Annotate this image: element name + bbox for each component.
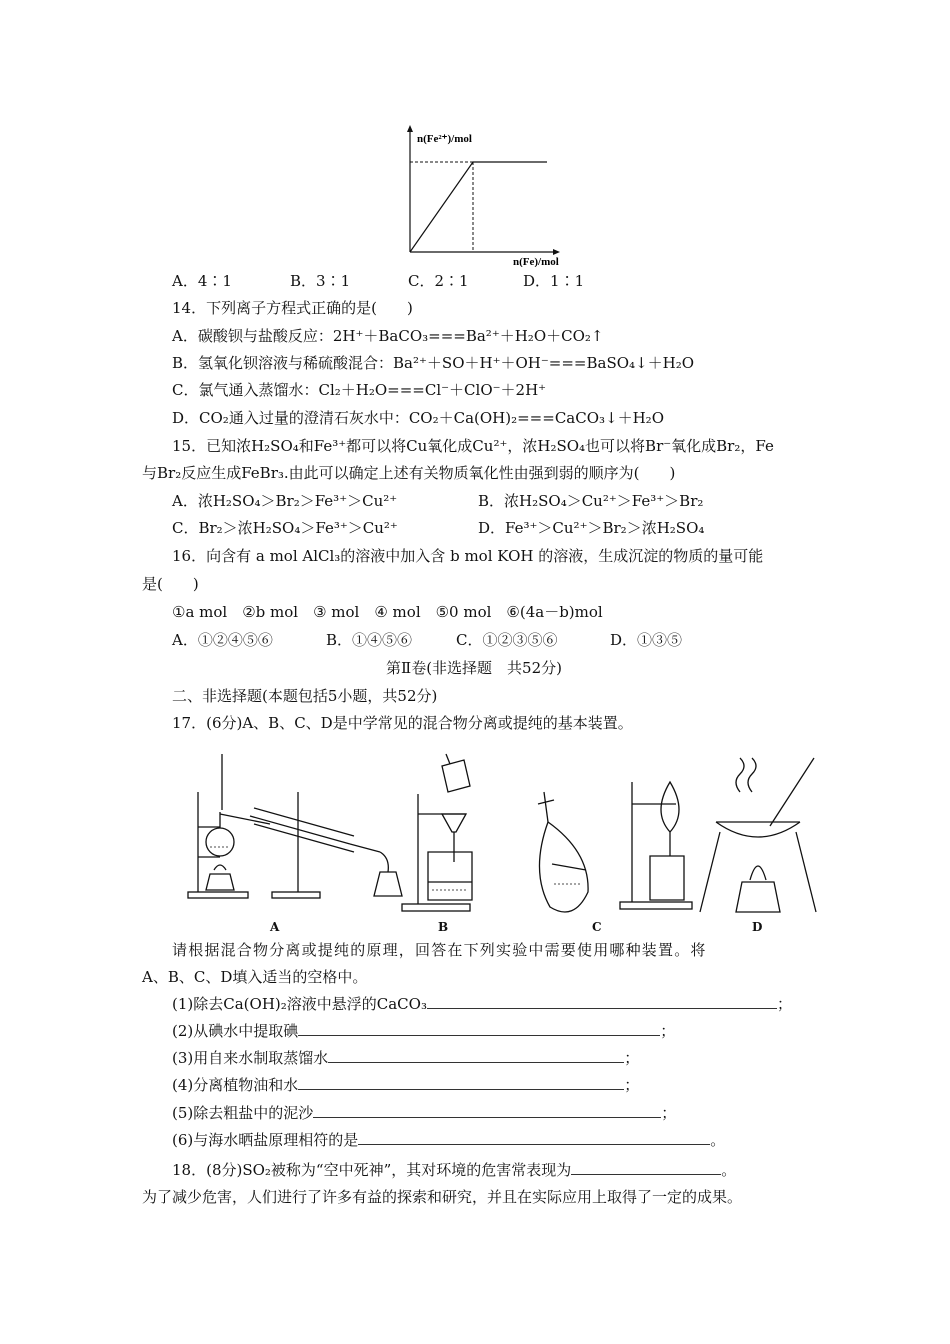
q17-answer-blank-5[interactable] <box>313 1103 661 1118</box>
q16-line1: 16．向含有 a mol AlCl₃的溶液中加入含 b mol KOH 的溶液，生成沉淀的物质的量可能 <box>172 547 764 565</box>
q16-option-c: C．①②③⑤⑥ <box>456 631 558 649</box>
apparatus-label-b: B <box>438 920 449 934</box>
q18-answer-blank[interactable] <box>571 1160 721 1175</box>
q17-stem: 17．(6分)A、B、C、D是中学常见的混合物分离或提纯的基本装置。 <box>172 714 633 732</box>
q14-option-a: A．碳酸钡与盐酸反应：2H⁺＋BaCO₃===Ba²⁺＋H₂O＋CO₂↑ <box>172 327 604 345</box>
q17-item-2-end: ； <box>660 1022 676 1040</box>
q14-stem: 14．下列离子方程式正确的是( ) <box>172 299 413 317</box>
q17-answer-blank-1[interactable] <box>427 994 777 1009</box>
q17-item-6 <box>172 1130 725 1150</box>
q17-item-4 <box>172 1075 639 1095</box>
q17-item-1 <box>172 994 792 1014</box>
q17-item-2 <box>172 1021 675 1041</box>
q17-instruction-line2: A、B、C、D填入适当的空格中。 <box>142 968 368 986</box>
q15-option-b: B．浓H₂SO₄＞Cu²⁺＞Fe³⁺＞Br₂ <box>478 492 704 510</box>
q17-item-3-text: (3)用自来水制取蒸馏水 <box>172 1049 329 1067</box>
q16-option-d: D．①③⑤ <box>610 631 683 649</box>
apparatus-b-filtration <box>402 754 472 911</box>
x-axis-arrow <box>553 249 560 255</box>
q13-option-a: A．4∶1 <box>172 272 232 290</box>
q15-line2: 与Br₂反应生成FeBr₃.由此可以确定上述有关物质氧化性由强到弱的顺序为( ) <box>142 464 676 482</box>
y-axis-arrow <box>407 125 413 132</box>
q17-item-1-end: ； <box>776 995 792 1013</box>
q15-option-a: A．浓H₂SO₄＞Br₂＞Fe³⁺＞Cu²⁺ <box>172 492 398 510</box>
q15-line1: 15．已知浓H₂SO₄和Fe³⁺都可以将Cu氧化成Cu²⁺，浓H₂SO₄也可以将Br⁻氧化成Br₂，Fe <box>172 437 774 455</box>
apparatus-label-d: D <box>752 920 763 934</box>
fe2-vs-fe-graph <box>395 122 565 267</box>
q13-option-b: B．3∶1 <box>290 272 351 290</box>
q17-item-1-text: (1)除去Ca(OH)₂溶液中悬浮的CaCO₃ <box>172 995 427 1013</box>
apparatus-figure <box>180 752 820 937</box>
y-axis-label: n(Fe²⁺)/mol <box>417 133 472 145</box>
apparatus-label-a: A <box>270 920 280 934</box>
data-line <box>410 162 547 252</box>
q17-item-4-text: (4)分离植物油和水 <box>172 1076 299 1094</box>
q14-option-c: C．氯气通入蒸馏水：Cl₂＋H₂O===Cl⁻＋ClO⁻＋2H⁺ <box>172 381 547 399</box>
q17-item-4-end: ； <box>624 1076 640 1094</box>
q14-option-b: B．氢氧化钡溶液与稀硫酸混合：Ba²⁺＋SO＋H⁺＋OH⁻===BaSO₄↓＋H₂O <box>172 354 695 372</box>
q14-option-d: D．CO₂通入过量的澄清石灰水中：CO₂＋Ca(OH)₂===CaCO₃↓＋H₂O <box>172 409 664 427</box>
x-axis-label: n(Fe)/mol <box>513 256 559 267</box>
q16-line2: 是( ) <box>142 575 199 593</box>
q17-instruction-line1: 请根据混合物分离或提纯的原理，回答在下列实验中需要使用哪种装置。将 <box>172 941 707 959</box>
q15-option-d: D．Fe³⁺＞Cu²⁺＞Br₂＞浓H₂SO₄ <box>478 519 705 537</box>
q17-item-2-text: (2)从碘水中提取碘 <box>172 1022 299 1040</box>
q17-answer-blank-4[interactable] <box>298 1075 624 1090</box>
section2-heading: 二、非选择题(本题包括5小题，共52分) <box>172 687 438 705</box>
section2-title: 第Ⅱ卷(非选择题 共52分) <box>386 659 562 677</box>
apparatus-d-evaporation <box>700 758 816 912</box>
apparatus-c-separation <box>538 782 692 912</box>
q17-item-5-end: ； <box>661 1104 677 1122</box>
apparatus-label-c: C <box>592 920 602 934</box>
q13-option-d: D．1∶1 <box>523 272 585 290</box>
apparatus-drawing <box>180 752 820 922</box>
q18-line1 <box>172 1160 736 1180</box>
q17-item-3 <box>172 1048 639 1068</box>
q15-option-c: C．Br₂＞浓H₂SO₄＞Fe³⁺＞Cu²⁺ <box>172 519 398 537</box>
q13-option-c: C．2∶1 <box>408 272 469 290</box>
q17-item-5 <box>172 1103 676 1123</box>
q18-line1-end: 。 <box>721 1161 737 1179</box>
q18-line2: 为了减少危害，人们进行了许多有益的探索和研究，并且在实际应用上取得了一定的成果。 <box>142 1188 743 1206</box>
q17-item-6-text: (6)与海水晒盐原理相符的是 <box>172 1131 359 1149</box>
q16-option-a: A．①②④⑤⑥ <box>172 631 273 649</box>
q17-item-5-text: (5)除去粗盐中的泥沙 <box>172 1104 314 1122</box>
q17-item-3-end: ； <box>624 1049 640 1067</box>
q17-answer-blank-2[interactable] <box>298 1021 660 1036</box>
q18-line1-text: 18．(8分)SO₂被称为“空中死神”，其对环境的危害常表现为 <box>172 1161 572 1179</box>
q17-answer-blank-3[interactable] <box>328 1048 624 1063</box>
q17-answer-blank-6[interactable] <box>358 1130 710 1145</box>
q17-item-6-end: 。 <box>710 1131 726 1149</box>
q16-option-b: B．①④⑤⑥ <box>326 631 413 649</box>
apparatus-a-distillation <box>188 754 402 898</box>
q16-choices: ①a mol ②b mol ③ mol ④ mol ⑤0 mol ⑥(4a－b)mol <box>172 603 603 621</box>
